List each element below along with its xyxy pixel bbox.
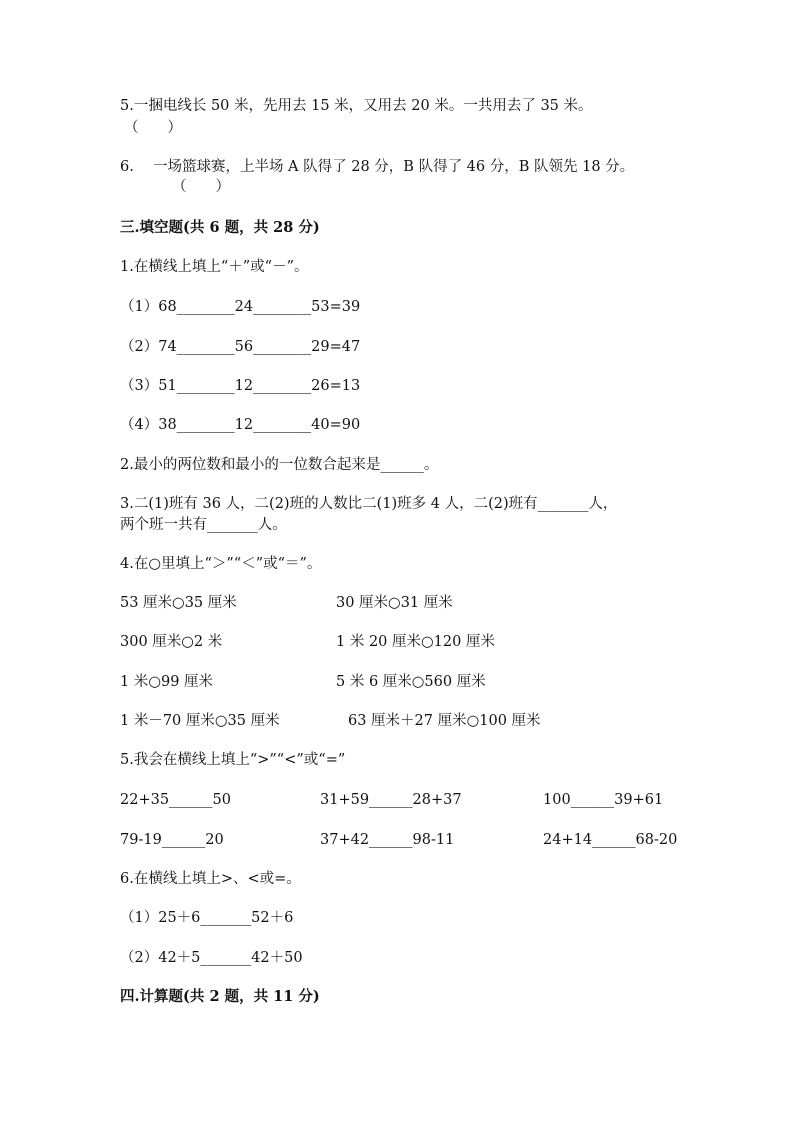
question-row[interactable]: （4）38________12________40=90	[120, 417, 361, 433]
compare-item[interactable]: 37+42______98-11	[320, 832, 455, 848]
compare-item[interactable]: 300 厘米○2 米	[120, 634, 223, 650]
question-row[interactable]: （3）51________12________26=13	[120, 378, 361, 394]
question-title: 5.我会在横线上填上“>”“<”或“=”	[120, 752, 346, 768]
compare-item[interactable]: 1 米 20 厘米○120 厘米	[336, 634, 495, 650]
answer-parentheses[interactable]: （ ）	[172, 179, 230, 195]
compare-item[interactable]: 1 米－70 厘米○35 厘米	[120, 713, 280, 729]
question-title: 4.在○里填上“＞”“＜”或“＝”。	[120, 556, 322, 572]
compare-item[interactable]: 24+14______68-20	[543, 832, 678, 848]
compare-item[interactable]: 100______39+61	[543, 792, 664, 808]
fill-question-2[interactable]: 2.最小的两位数和最小的一位数合起来是______。	[120, 457, 439, 473]
question-line[interactable]: 两个班一共有_______人。	[120, 517, 287, 533]
question-line[interactable]: 3.二(1)班有 36 人，二(2)班的人数比二(1)班多 4 人，二(2)班有_______人，	[120, 496, 618, 512]
compare-item[interactable]: 79-19______20	[120, 832, 224, 848]
question-row[interactable]: （2）42＋5_______42＋50	[120, 950, 303, 966]
question-row[interactable]: （1）68________24________53=39	[120, 299, 361, 315]
compare-item[interactable]: 53 厘米○35 厘米	[120, 595, 237, 611]
compare-item[interactable]: 31+59______28+37	[320, 792, 462, 808]
question-text: 6. 一场篮球赛，上半场 A 队得了 28 分，B 队得了 46 分，B 队领先 18 分。	[120, 159, 635, 175]
compare-item[interactable]: 22+35______50	[120, 792, 232, 808]
question-title: 6.在横线上填上>、<或=。	[120, 871, 301, 887]
answer-parentheses[interactable]: （ ）	[124, 120, 182, 136]
question-row[interactable]: （1）25＋6_______52＋6	[120, 910, 294, 926]
compare-item[interactable]: 5 米 6 厘米○560 厘米	[336, 674, 486, 690]
compare-item[interactable]: 1 米○99 厘米	[120, 674, 214, 690]
question-title: 1.在横线上填上“＋”或“－”。	[120, 259, 309, 275]
question-text: 5.一捆电线长 50 米，先用去 15 米，又用去 20 米。一共用去了 35 米。	[120, 98, 593, 114]
compare-item[interactable]: 63 厘米＋27 厘米○100 厘米	[348, 713, 541, 729]
compare-item[interactable]: 30 厘米○31 厘米	[336, 595, 453, 611]
question-row[interactable]: （2）74________56________29=47	[120, 339, 361, 355]
section-4-title: 四.计算题(共 2 题，共 11 分)	[120, 988, 320, 1005]
section-3-title: 三.填空题(共 6 题，共 28 分)	[120, 219, 320, 236]
